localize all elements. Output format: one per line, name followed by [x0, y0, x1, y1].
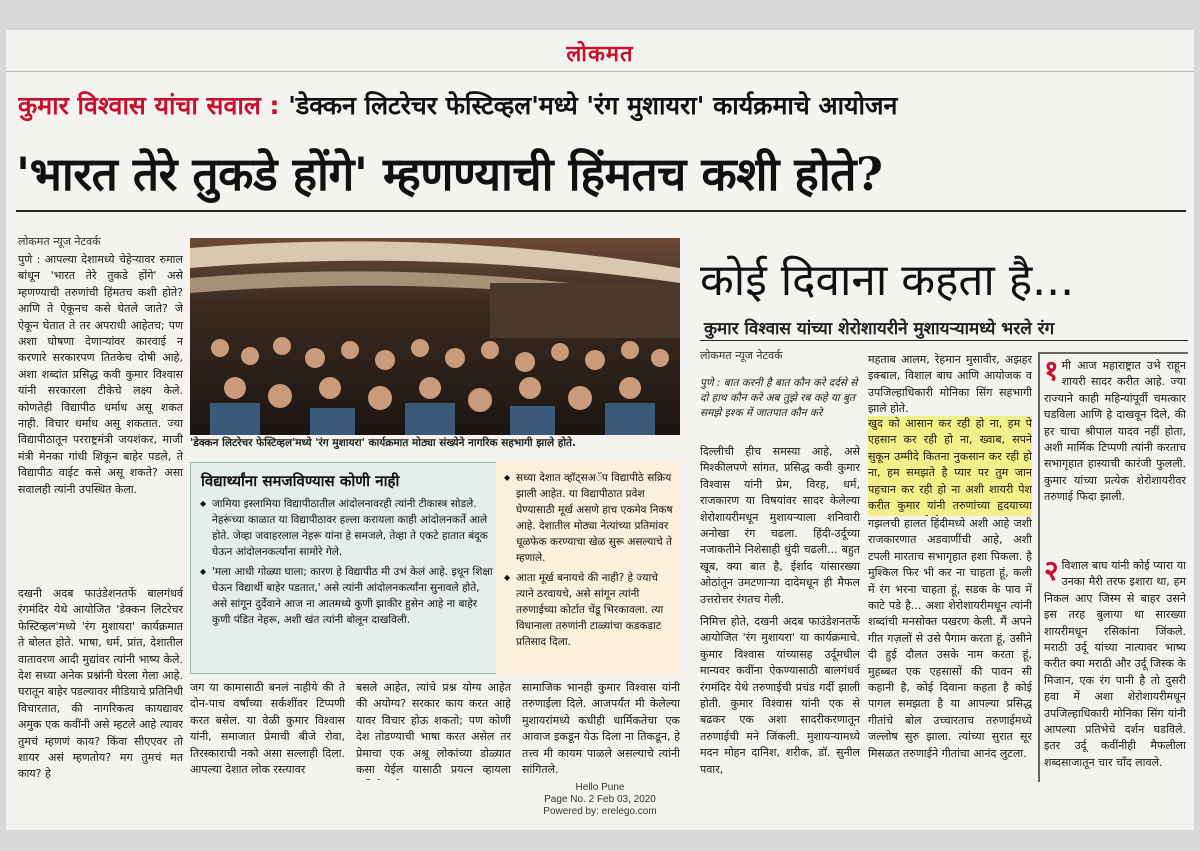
box-bullets-right	[504, 470, 674, 654]
kicker	[18, 88, 1188, 122]
list-item: ◆ जामिया इस्लामिया विद्यापीठातील आंदोलनावरही त्यांनी टीकास्त्र सोडले. नेहरूंच्या काळात या विद्यापीठावर हल्ला करायला काही आंदोलनकर्ते आले होते. जेव्हा जवाहरलाल नेहरू यांना हे समजले, तेव्हा ते एकटे हातात बंदूक घेऊन आंदोलनकर्त्यांना सामोरे गेले.	[200, 496, 494, 560]
right-column-a-2: निमित्त होते, दखनी अदब फाउंडेशनतर्फे आयोजित 'रंग मुशायरा' या कार्यक्रमाचे. कुमार विश्वास यांच्यासह उर्दूमधील मान्यवर कवींना ऐकण्यासाठी बालगंधर्व रंगमंदिर येथे तरुणाईची प्रचंड गर्दी झाली होती. कुमार विश्वास यांनी एक से बढकर एक अशा सादरीकरणातून तरुणाईची मने जिंकली. मुशायऱ्यामध्ये मदन मोहन दानिश, शरीक, डॉ. सुनील पवार,	[700, 615, 860, 776]
list-item: ◆ आता मूर्ख बनायचे की नाही? हे ज्याचे त्याने ठरवायचे, असे सांगून त्यांनी तरुणाईच्या कोर्टात चेंडू भिरकावला. त्या विधानाला तरुणांनी टाळ्यांचा कडकडाट प्रतिसाद दिला.	[504, 570, 674, 650]
right-column-a: दिल्लीची हीच समस्या आहे, असे मिश्कीलपणे सांगत, प्रसिद्ध कवी कुमार विश्वास यांनी प्रेम, विरह, धर्म, राजकारण या विषयांवर सादर केलेल्या शेरोशायरीमधून मुशायऱ्याला शनिवारी अनोखा रंग चढला. हिंदी-उर्दूच्या नजाकतीने निशेसाही धुंदी चढली... बहुत खूब, क्या बात है, ईर्शाद यांसारख्या ओठांतून उमटणाऱ्या दादेमधून ही मैफल उत्तरोत्तर रंगतच गेली.	[700, 445, 860, 606]
left-column-text: पुणे : आपल्या देशामध्ये चेहेऱ्यावर रुमाल बांधून 'भारत तेरे तुकडे होंगे' असे म्हणण्याची तरुणांची हिंमतच कशी होते? आणि ते ऐकूनच कसे घेतले जाते? जे ऐकून घेतात ते तर अपराधी आहेतच; पण अशा घोषणा देणाऱ्यांवर कारवाई न करणारे सरकारपण तितकेच दोषी आहे, अशा शब्दांत प्रसिद्ध कवी कुमार विश्वास यांनी सरकारला टीकेचे लक्ष्य केले. कोणतेही विद्यापीठ धर्माध असू शकत नाही. विचार धर्माध असू शकतात. ज्या विद्यापीठातून परराष्ट्रमंत्री जयशंकर, माजी मंत्री मेनका गांधी शिकून बाहेर पडले, ते विद्यापीठ वाईट कसे असू शकते? असा सवालही त्यांनी उपस्थित केला.	[18, 253, 183, 496]
right-column-b-top: महताब आलम, रेहमान मुसावीर, अझहर इक्बाल, विशाल बाघ आणि आयोजक व उपजिल्हाधिकारी मोनिका सिंग सहभागी झाले होते.	[868, 353, 1032, 416]
right-headline: कोई दिवाना कहता है...	[700, 255, 1075, 306]
kicker-rest: 'डेक्कन लिटरेचर फेस्टिव्हल'मध्ये 'रंग मुशायरा' कार्यक्रमाचे आयोजन	[279, 91, 898, 120]
right-rule	[700, 340, 1188, 341]
headline-rule	[16, 210, 1186, 212]
newspaper-page	[6, 30, 1194, 830]
sidebar-item-1	[1044, 358, 1186, 554]
sidebar-text-1: मी आज महाराष्ट्रात उभे राहून शायरी सादर करीत आहे. ज्या राज्याने काही महिन्यांपूर्वी चमत्कार घडविला आणि हे दाखवून दिले, की हर चाचा श्रीपाल यादव नहीं होता, अशी मार्मिक टिप्पणी त्यांनी करताच सभागृहात हास्याची कारंजी फुलली. कुमार यांच्या प्रत्येक शेरोशायरीवर तरुणाई फिदा झाली.	[1044, 359, 1186, 504]
highlighted-verse: खुद को आसान कर रही हो ना, हम पे एहसान कर रही हो ना, ख्वाब, सपने सुकून उम्मीदे कितना नुकसान कर रही हो ना, हम समझते है प्यार पर तुम जान पहचान कर रही हो ना अशी शायरी पेश करीत कुमार यांनी तरुणांच्या हृदयाच्या	[868, 416, 1032, 516]
box-bullets-left	[200, 496, 494, 632]
box-title: विद्यार्थ्यांना समजविण्यास कोणी नाही	[201, 472, 400, 490]
number-badge: १	[1044, 358, 1059, 387]
photo-caption: 'डेक्कन लिटरेचर फेस्टिव्हल'मध्ये 'रंग मुशायरा' कार्यक्रमात मोठ्या संख्येने नागरिक सहभागी झाले होते.	[190, 437, 577, 449]
left-column-text-2: दखनी अदब फाउंडेशनतर्फे बालगंधर्व रंगमंदिर येथे आयोजित 'डेक्कन लिटरेचर फेस्टिव्हल'मध्ये 'रंग मुशायरा' कार्यक्रमात ते बोलत होते. भाषा, धर्म, प्रांत, देशातील वातावरण आदी मुद्यांवर त्यांनी भाष्य केले. देश सध्या अनेक प्रश्नांनी घेरला गेला आहे. घरातून बाहेर पडल्यावर मीडियाचे प्रतिनिधी विचारतात, की नागरिकत्व कायद्यावर अमुक एक कवींनी असे म्हटले आहे त्यावर तुमचं म्हणणं काय? किंवा सीएएवर तो शायर असं म्हणतोय? मग तुमचं मत काय? हे	[18, 587, 183, 781]
list-item: ◆ सध्या देशात व्हॉट्सअॅप विद्यापीठे सक्रिय झाली आहेत. या विद्यापीठात प्रवेश घेण्यासाठी मूर्ख असणे हाच एकमेव निकष आहे. देशातील मोठ्या नेत्यांच्या प्रतिमांवर धूळफेक करण्याचा खेळ सुरू असल्याचे ते म्हणाले.	[504, 470, 674, 566]
bottom-column-2: बसले आहेत, त्यांचे प्रश्न योग्य आहेत की अयोग्य? सरकार काय करत आहे यावर विचार होऊ शकतो; पण कोणी देश तोडण्याची भाषा करत असेल तर प्रेमाचा एक अश्रू लोकांच्या डोळ्यात कसा येईल यासाठी प्रयत्न व्हायला	[356, 681, 511, 777]
sidebar-item-2	[1044, 558, 1186, 782]
right-subhead: कुमार विश्वास यांच्या शेरोशायरीने मुशायऱ्यामध्ये भरले रंग	[704, 319, 1055, 339]
number-badge: २	[1044, 558, 1059, 587]
bottom-column-3: सामाजिक भानही कुमार विश्वास यांनी तरुणाईला दिले. आजपर्यंत मी केलेल्या मुशायरांमध्ये कधीही धार्मिकतेचा एक आवाज इकडून येऊ दिला ना तिकडून, हे तत्त्व मी कायम पाळले असल्याचे त्यांनी सांगितले.	[522, 681, 680, 777]
bottom-column-1: जग या कामासाठी बनलं नाहीये की ते दोन-पाच वर्षांच्या सर्कशींवर टिप्पणी करत बसेल. या वेळी कुमार विश्वास यांनी, समाजात प्रेमाची बीजे रोवा, तिरस्काराची नको असा सल्लाही दिला. आपल्या देशात लोक रस्त्यावर	[190, 681, 345, 777]
footer-powered: Powered by: erelego.com	[543, 806, 657, 817]
byline-right: लोकमत न्यूज नेटवर्क	[700, 349, 783, 362]
footer-edition: Hello Pune	[575, 782, 625, 793]
masthead	[6, 30, 1194, 72]
main-headline: 'भारत तेरे तुकडे होंगे' म्हणण्याची हिंमतच कशी होते?	[16, 147, 883, 201]
audience-photo	[190, 238, 680, 435]
page-footer	[6, 782, 1194, 818]
right-column-b-rest: गझलची हालत हिंदीमध्ये अशी आहे जशी राजकारणात अडवाणींची आहे, अशी टपली मारताच सभागृहात हशा पिकला. है मुश्किल फिर भी कर ना चाहता हूं, कली में रंग भरना चाहता हूं, सडक के पाव में काटे पडे है... अशा शेरोशायरीमधून त्यांनी शब्दांची मनसोक्त पखरण केली. मैं अपने गीत गज़लों से उसे पैगाम करता हूं, उसीने दी हुई दौलत उसके नाम करता हूं, मुहब्बत एक एहसासों की पावन सी कहानी है, कोई दिवाना कहता है कोई पागल समझता है या आपल्या प्रसिद्ध गीतांचे बोल उच्चारताच तरुणाईमध्ये जल्लोष सुरु झाला. त्यांच्या सुरात सूर मिसळत तरुणाईने गीतांचा आनंद लुटला.	[868, 517, 1032, 760]
kicker-lead: कुमार विश्वास यांचा सवाल :	[18, 91, 280, 120]
newspaper-logo: लोकमत	[566, 41, 634, 67]
byline-left: लोकमत न्यूज नेटवर्क	[18, 235, 101, 248]
list-item: ◆ 'मला आधी गोळ्या घाला; कारण हे विद्यापीठ मी उभं केलं आहे. इथून शिक्षा घेऊन विद्यार्थी बाहेर पडतात,' असे त्यांनी आंदोलनकर्त्यांना सुनावले होते, असे सांगून दुर्देवाने आज ना आतमध्ये कुणी झाकीर हुसेन आहे ना बाहेर कुणी पंडित नेहरू, अशी खंत त्यांनी बोलून दाखविली.	[200, 564, 494, 628]
footer-page-date: Page No. 2 Feb 03, 2020	[544, 794, 656, 805]
poem-quote: पुणे : बात करनी है बात कौन करे दर्दसे से दो हाथ कौन करे अब तुझे रब कहे या बुत समझे इश्क में जातपात कौन करे	[700, 377, 858, 419]
sidebar-text-2: विशाल बाघ यांनी कोई प्यारा या उनका मैरी तरफ इशारा था, हम निकल आए जिस्म से बाहर उसने इस तरह बुलाया था सारख्या शायरीमधून रसिकांना जिंकले. मराठी उर्दू यांच्या नात्यावर भाष्य करीत क्या मराठी और उर्दू जिस्क के मिजान, एक रंग पानी है तो दुसरी हवा में अशा शेरोशायरीमधून उपजिल्हाधिकारी मोनिका सिंग यांनी आपल्या प्रतिभेचे दर्शन घडविले. इतर उर्दू कवींनीही मैफलीला शब्दसाजातून चार चाँद लावले.	[1044, 559, 1186, 769]
